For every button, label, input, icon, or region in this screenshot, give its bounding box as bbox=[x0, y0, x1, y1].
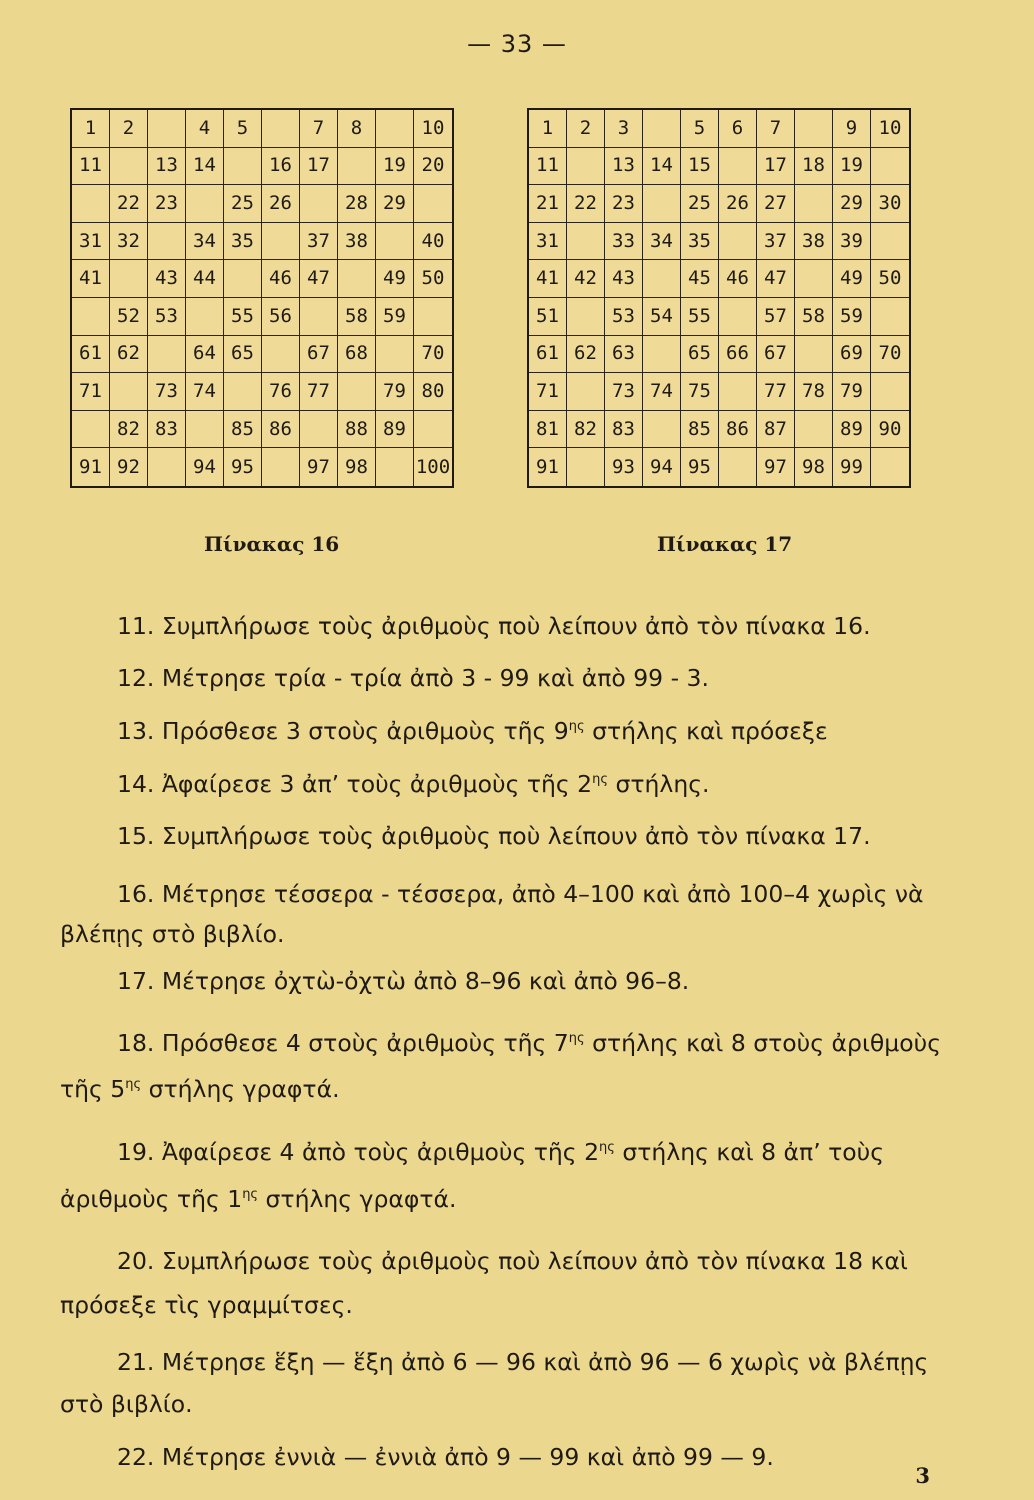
number-cell: 66 bbox=[719, 336, 757, 374]
empty-cell bbox=[376, 336, 414, 374]
empty-cell bbox=[795, 336, 833, 374]
exercise-text: στήλης καὶ 8 ἀπ’ τοὺς ἀριθμοὺς τῆς 1 bbox=[60, 1137, 885, 1214]
number-cell: 58 bbox=[338, 298, 376, 336]
exercise-text: 17. Μέτρησε ὀχτὼ-ὀχτὼ ἀπὸ 8–96 καὶ ἀπὸ 96–8. bbox=[117, 967, 690, 995]
number-cell: 62 bbox=[567, 336, 605, 374]
number-cell: 59 bbox=[376, 298, 414, 336]
number-cell: 89 bbox=[376, 411, 414, 449]
number-cell: 14 bbox=[186, 148, 224, 186]
empty-cell bbox=[567, 298, 605, 336]
number-cell: 98 bbox=[338, 448, 376, 486]
number-cell: 7 bbox=[300, 110, 338, 148]
number-cell: 50 bbox=[871, 260, 909, 298]
page-number: — 33 — bbox=[467, 30, 567, 58]
number-cell: 91 bbox=[529, 448, 567, 486]
exercise-text: 18. Πρόσθεσε 4 στοὺς ἀριθμοὺς τῆς 7 bbox=[117, 1028, 569, 1057]
number-cell: 4 bbox=[186, 110, 224, 148]
number-cell: 94 bbox=[186, 448, 224, 486]
exercise-list bbox=[60, 612, 955, 1471]
number-cell: 79 bbox=[833, 373, 871, 411]
number-cell: 18 bbox=[795, 148, 833, 186]
number-cell: 80 bbox=[414, 373, 452, 411]
number-cell: 78 bbox=[795, 373, 833, 411]
number-cell: 50 bbox=[414, 260, 452, 298]
number-cell: 65 bbox=[681, 336, 719, 374]
number-cell: 81 bbox=[529, 411, 567, 449]
number-cell: 55 bbox=[224, 298, 262, 336]
exercise-15 bbox=[60, 822, 955, 850]
number-cell: 42 bbox=[567, 260, 605, 298]
number-cell: 5 bbox=[681, 110, 719, 148]
number-cell: 85 bbox=[224, 411, 262, 449]
empty-cell bbox=[719, 298, 757, 336]
empty-cell bbox=[719, 448, 757, 486]
exercise-text: 20. Συμπλήρωσε τοὺς ἀριθμοὺς ποὺ λείπουν ἀπὸ τὸν πίνακα 18 καὶ πρόσεξε τὶς γραμμίτσες. bbox=[60, 1247, 908, 1320]
number-cell: 75 bbox=[681, 373, 719, 411]
ordinal-suffix: ης bbox=[599, 1139, 615, 1155]
number-cell: 83 bbox=[148, 411, 186, 449]
empty-cell bbox=[148, 110, 186, 148]
signature-mark: 3 bbox=[915, 1463, 930, 1488]
number-cell: 49 bbox=[376, 260, 414, 298]
number-cell: 41 bbox=[72, 260, 110, 298]
number-cell: 23 bbox=[605, 185, 643, 223]
exercise-text: 14. Ἀφαίρεσε 3 ἀπ’ τοὺς ἀριθμοὺς τῆς 2 bbox=[117, 770, 593, 798]
exercise-text: 21. Μέτρησε ἕξη — ἕξη ἀπὸ 6 — 96 καὶ ἀπὸ 96 — 6 χωρὶς νὰ βλέπῃς στὸ βιβλίο. bbox=[60, 1348, 929, 1419]
empty-cell bbox=[795, 110, 833, 148]
empty-cell bbox=[376, 110, 414, 148]
number-cell: 26 bbox=[262, 185, 300, 223]
exercise-text: 22. Μέτρησε ἐννιὰ — ἐννιὰ ἀπὸ 9 — 99 καὶ ἀπὸ 99 — 9. bbox=[117, 1443, 774, 1472]
number-cell: 82 bbox=[567, 411, 605, 449]
number-cell: 31 bbox=[529, 223, 567, 261]
number-cell: 38 bbox=[338, 223, 376, 261]
empty-cell bbox=[376, 448, 414, 486]
empty-cell bbox=[871, 298, 909, 336]
number-cell: 82 bbox=[110, 411, 148, 449]
number-cell: 61 bbox=[529, 336, 567, 374]
exercise-text: 11. Συμπλήρωσε τοὺς ἀριθμοὺς ποὺ λείπουν ἀπὸ τὸν πίνακα 16. bbox=[117, 612, 871, 640]
exercise-13 bbox=[60, 717, 955, 745]
number-cell: 43 bbox=[148, 260, 186, 298]
empty-cell bbox=[72, 185, 110, 223]
number-cell: 63 bbox=[605, 336, 643, 374]
empty-cell bbox=[567, 223, 605, 261]
number-cell: 37 bbox=[300, 223, 338, 261]
number-cell: 30 bbox=[871, 185, 909, 223]
number-cell: 25 bbox=[224, 185, 262, 223]
number-cell: 47 bbox=[300, 260, 338, 298]
number-cell: 57 bbox=[757, 298, 795, 336]
number-cell: 3 bbox=[605, 110, 643, 148]
number-cell: 70 bbox=[414, 336, 452, 374]
number-cell: 16 bbox=[262, 148, 300, 186]
empty-cell bbox=[262, 223, 300, 261]
empty-cell bbox=[186, 411, 224, 449]
empty-cell bbox=[338, 148, 376, 186]
number-cell: 62 bbox=[110, 336, 148, 374]
number-cell: 47 bbox=[757, 260, 795, 298]
empty-cell bbox=[567, 373, 605, 411]
number-cell: 26 bbox=[719, 185, 757, 223]
number-cell: 28 bbox=[338, 185, 376, 223]
empty-cell bbox=[719, 373, 757, 411]
empty-cell bbox=[643, 336, 681, 374]
number-cell: 37 bbox=[757, 223, 795, 261]
exercise-text: στήλης γραφτά. bbox=[258, 1185, 457, 1214]
empty-cell bbox=[567, 448, 605, 486]
empty-cell bbox=[300, 298, 338, 336]
number-cell: 19 bbox=[833, 148, 871, 186]
number-cell: 13 bbox=[605, 148, 643, 186]
number-cell: 34 bbox=[186, 223, 224, 261]
number-cell: 88 bbox=[338, 411, 376, 449]
empty-cell bbox=[643, 110, 681, 148]
number-cell: 22 bbox=[567, 185, 605, 223]
number-cell: 2 bbox=[567, 110, 605, 148]
empty-cell bbox=[871, 373, 909, 411]
empty-cell bbox=[871, 448, 909, 486]
number-cell: 77 bbox=[300, 373, 338, 411]
exercise-text: στήλης γραφτά. bbox=[141, 1074, 340, 1103]
number-cell: 99 bbox=[833, 448, 871, 486]
number-cell: 1 bbox=[529, 110, 567, 148]
number-cell: 59 bbox=[833, 298, 871, 336]
number-cell: 49 bbox=[833, 260, 871, 298]
number-cell: 33 bbox=[605, 223, 643, 261]
number-cell: 97 bbox=[300, 448, 338, 486]
exercise-text: 12. Μέτρησε τρία - τρία ἀπὸ 3 - 99 καὶ ἀπὸ 99 - 3. bbox=[117, 664, 709, 692]
number-cell: 5 bbox=[224, 110, 262, 148]
number-cell: 94 bbox=[643, 448, 681, 486]
number-cell: 21 bbox=[529, 185, 567, 223]
empty-cell bbox=[148, 223, 186, 261]
number-cell: 17 bbox=[300, 148, 338, 186]
exercise-16 bbox=[60, 874, 955, 954]
number-cell: 54 bbox=[643, 298, 681, 336]
number-cell: 73 bbox=[605, 373, 643, 411]
exercise-11 bbox=[60, 612, 955, 640]
number-cell: 20 bbox=[414, 148, 452, 186]
number-cell: 90 bbox=[871, 411, 909, 449]
number-cell: 43 bbox=[605, 260, 643, 298]
number-cell: 92 bbox=[110, 448, 148, 486]
number-cell: 74 bbox=[186, 373, 224, 411]
number-cell: 83 bbox=[605, 411, 643, 449]
number-cell: 67 bbox=[300, 336, 338, 374]
number-cell: 65 bbox=[224, 336, 262, 374]
number-cell: 2 bbox=[110, 110, 148, 148]
empty-cell bbox=[186, 298, 224, 336]
exercise-text: 16. Μέτρησε τέσσερα - τέσσερα, ἀπὸ 4–100 καὶ ἀπὸ 100–4 χωρὶς νὰ βλέπῃς στὸ βιβλίο. bbox=[60, 880, 924, 948]
exercise-19 bbox=[60, 1126, 955, 1222]
number-cell: 45 bbox=[681, 260, 719, 298]
number-cell: 67 bbox=[757, 336, 795, 374]
exercise-text: 13. Πρόσθεσε 3 στοὺς ἀριθμοὺς τῆς 9 bbox=[117, 717, 569, 745]
exercise-text: 15. Συμπλήρωσε τοὺς ἀριθμοὺς ποὺ λείπουν ἀπὸ τὸν πίνακα 17. bbox=[117, 822, 871, 850]
exercise-18 bbox=[60, 1018, 955, 1110]
empty-cell bbox=[224, 148, 262, 186]
empty-cell bbox=[719, 223, 757, 261]
empty-cell bbox=[338, 260, 376, 298]
number-cell: 56 bbox=[262, 298, 300, 336]
empty-cell bbox=[186, 185, 224, 223]
number-cell: 23 bbox=[148, 185, 186, 223]
number-cell: 40 bbox=[414, 223, 452, 261]
exercise-14 bbox=[60, 770, 955, 798]
empty-cell bbox=[376, 223, 414, 261]
number-cell: 53 bbox=[148, 298, 186, 336]
empty-cell bbox=[643, 411, 681, 449]
empty-cell bbox=[148, 448, 186, 486]
number-cell: 87 bbox=[757, 411, 795, 449]
number-cell: 74 bbox=[643, 373, 681, 411]
number-cell: 91 bbox=[72, 448, 110, 486]
empty-cell bbox=[110, 148, 148, 186]
number-cell: 1 bbox=[72, 110, 110, 148]
number-cell: 13 bbox=[148, 148, 186, 186]
table-16-caption: Πίνακας 16 bbox=[204, 532, 340, 556]
number-cell: 86 bbox=[719, 411, 757, 449]
exercise-text: στήλης καὶ πρόσεξε bbox=[584, 717, 828, 745]
number-cell: 52 bbox=[110, 298, 148, 336]
exercise-text: 19. Ἀφαίρεσε 4 ἀπὸ τοὺς ἀριθμοὺς τῆς 2 bbox=[117, 1137, 600, 1166]
number-cell: 73 bbox=[148, 373, 186, 411]
empty-cell bbox=[338, 373, 376, 411]
empty-cell bbox=[643, 260, 681, 298]
empty-cell bbox=[262, 336, 300, 374]
exercise-12 bbox=[60, 664, 955, 692]
exercise-17 bbox=[60, 967, 955, 995]
empty-cell bbox=[224, 260, 262, 298]
number-cell: 10 bbox=[414, 110, 452, 148]
number-cell: 93 bbox=[605, 448, 643, 486]
exercise-21 bbox=[60, 1341, 955, 1425]
number-cell: 79 bbox=[376, 373, 414, 411]
empty-cell bbox=[72, 411, 110, 449]
number-cell: 69 bbox=[833, 336, 871, 374]
number-cell: 76 bbox=[262, 373, 300, 411]
number-cell: 25 bbox=[681, 185, 719, 223]
number-cell: 77 bbox=[757, 373, 795, 411]
empty-cell bbox=[871, 223, 909, 261]
exercise-22 bbox=[60, 1443, 955, 1471]
exercise-text: στήλης. bbox=[608, 770, 710, 798]
number-cell: 64 bbox=[186, 336, 224, 374]
number-cell: 38 bbox=[795, 223, 833, 261]
number-cell: 8 bbox=[338, 110, 376, 148]
number-cell: 39 bbox=[833, 223, 871, 261]
number-cell: 85 bbox=[681, 411, 719, 449]
number-cell: 89 bbox=[833, 411, 871, 449]
empty-cell bbox=[414, 411, 452, 449]
number-cell: 27 bbox=[757, 185, 795, 223]
empty-cell bbox=[224, 373, 262, 411]
number-cell: 70 bbox=[871, 336, 909, 374]
number-cell: 7 bbox=[757, 110, 795, 148]
number-cell: 46 bbox=[262, 260, 300, 298]
number-cell: 97 bbox=[757, 448, 795, 486]
empty-cell bbox=[871, 148, 909, 186]
empty-cell bbox=[567, 148, 605, 186]
number-cell: 17 bbox=[757, 148, 795, 186]
number-cell: 98 bbox=[795, 448, 833, 486]
number-cell: 46 bbox=[719, 260, 757, 298]
empty-cell bbox=[795, 411, 833, 449]
empty-cell bbox=[72, 298, 110, 336]
number-cell: 19 bbox=[376, 148, 414, 186]
ordinal-suffix: ης bbox=[592, 772, 608, 788]
number-cell: 6 bbox=[719, 110, 757, 148]
number-cell: 58 bbox=[795, 298, 833, 336]
ordinal-suffix: ης bbox=[125, 1076, 142, 1092]
number-cell: 31 bbox=[72, 223, 110, 261]
number-cell: 44 bbox=[186, 260, 224, 298]
number-cell: 100 bbox=[415, 455, 451, 478]
empty-cell bbox=[262, 448, 300, 486]
table-17-caption: Πίνακας 17 bbox=[657, 532, 793, 556]
empty-cell bbox=[300, 411, 338, 449]
ordinal-suffix: ης bbox=[568, 719, 585, 735]
empty-cell bbox=[795, 185, 833, 223]
empty-cell bbox=[300, 185, 338, 223]
number-cell: 95 bbox=[681, 448, 719, 486]
empty-cell bbox=[719, 148, 757, 186]
number-cell: 10 bbox=[871, 110, 909, 148]
empty-cell bbox=[414, 185, 452, 223]
number-cell: 11 bbox=[72, 148, 110, 186]
number-cell: 34 bbox=[643, 223, 681, 261]
number-cell: 61 bbox=[72, 336, 110, 374]
empty-cell bbox=[414, 298, 452, 336]
number-cell: 29 bbox=[833, 185, 871, 223]
exercise-text: στήλης καὶ 8 στοὺς ἀριθμοὺς τῆς 5 bbox=[60, 1028, 941, 1103]
exercise-20 bbox=[60, 1239, 955, 1327]
number-cell: 86 bbox=[262, 411, 300, 449]
number-table-16 bbox=[70, 108, 454, 488]
number-table-17 bbox=[527, 108, 911, 488]
number-cell: 11 bbox=[529, 148, 567, 186]
number-cell: 22 bbox=[110, 185, 148, 223]
number-cell: 9 bbox=[833, 110, 871, 148]
empty-cell bbox=[110, 373, 148, 411]
empty-cell bbox=[643, 185, 681, 223]
number-cell: 95 bbox=[224, 448, 262, 486]
empty-cell bbox=[262, 110, 300, 148]
number-cell: 51 bbox=[529, 298, 567, 336]
number-cell: 14 bbox=[643, 148, 681, 186]
number-cell: 41 bbox=[529, 260, 567, 298]
number-cell: 35 bbox=[224, 223, 262, 261]
ordinal-suffix: ης bbox=[568, 1031, 585, 1046]
number-cell: 68 bbox=[338, 336, 376, 374]
empty-cell bbox=[795, 260, 833, 298]
number-cell: 71 bbox=[72, 373, 110, 411]
ordinal-suffix: ης bbox=[242, 1187, 259, 1203]
number-cell: 55 bbox=[681, 298, 719, 336]
number-cell: 35 bbox=[681, 223, 719, 261]
number-cell: 53 bbox=[605, 298, 643, 336]
number-cell: 15 bbox=[681, 148, 719, 186]
empty-cell bbox=[148, 336, 186, 374]
number-cell: 71 bbox=[529, 373, 567, 411]
empty-cell bbox=[110, 260, 148, 298]
number-cell: 29 bbox=[376, 185, 414, 223]
number-cell: 32 bbox=[110, 223, 148, 261]
